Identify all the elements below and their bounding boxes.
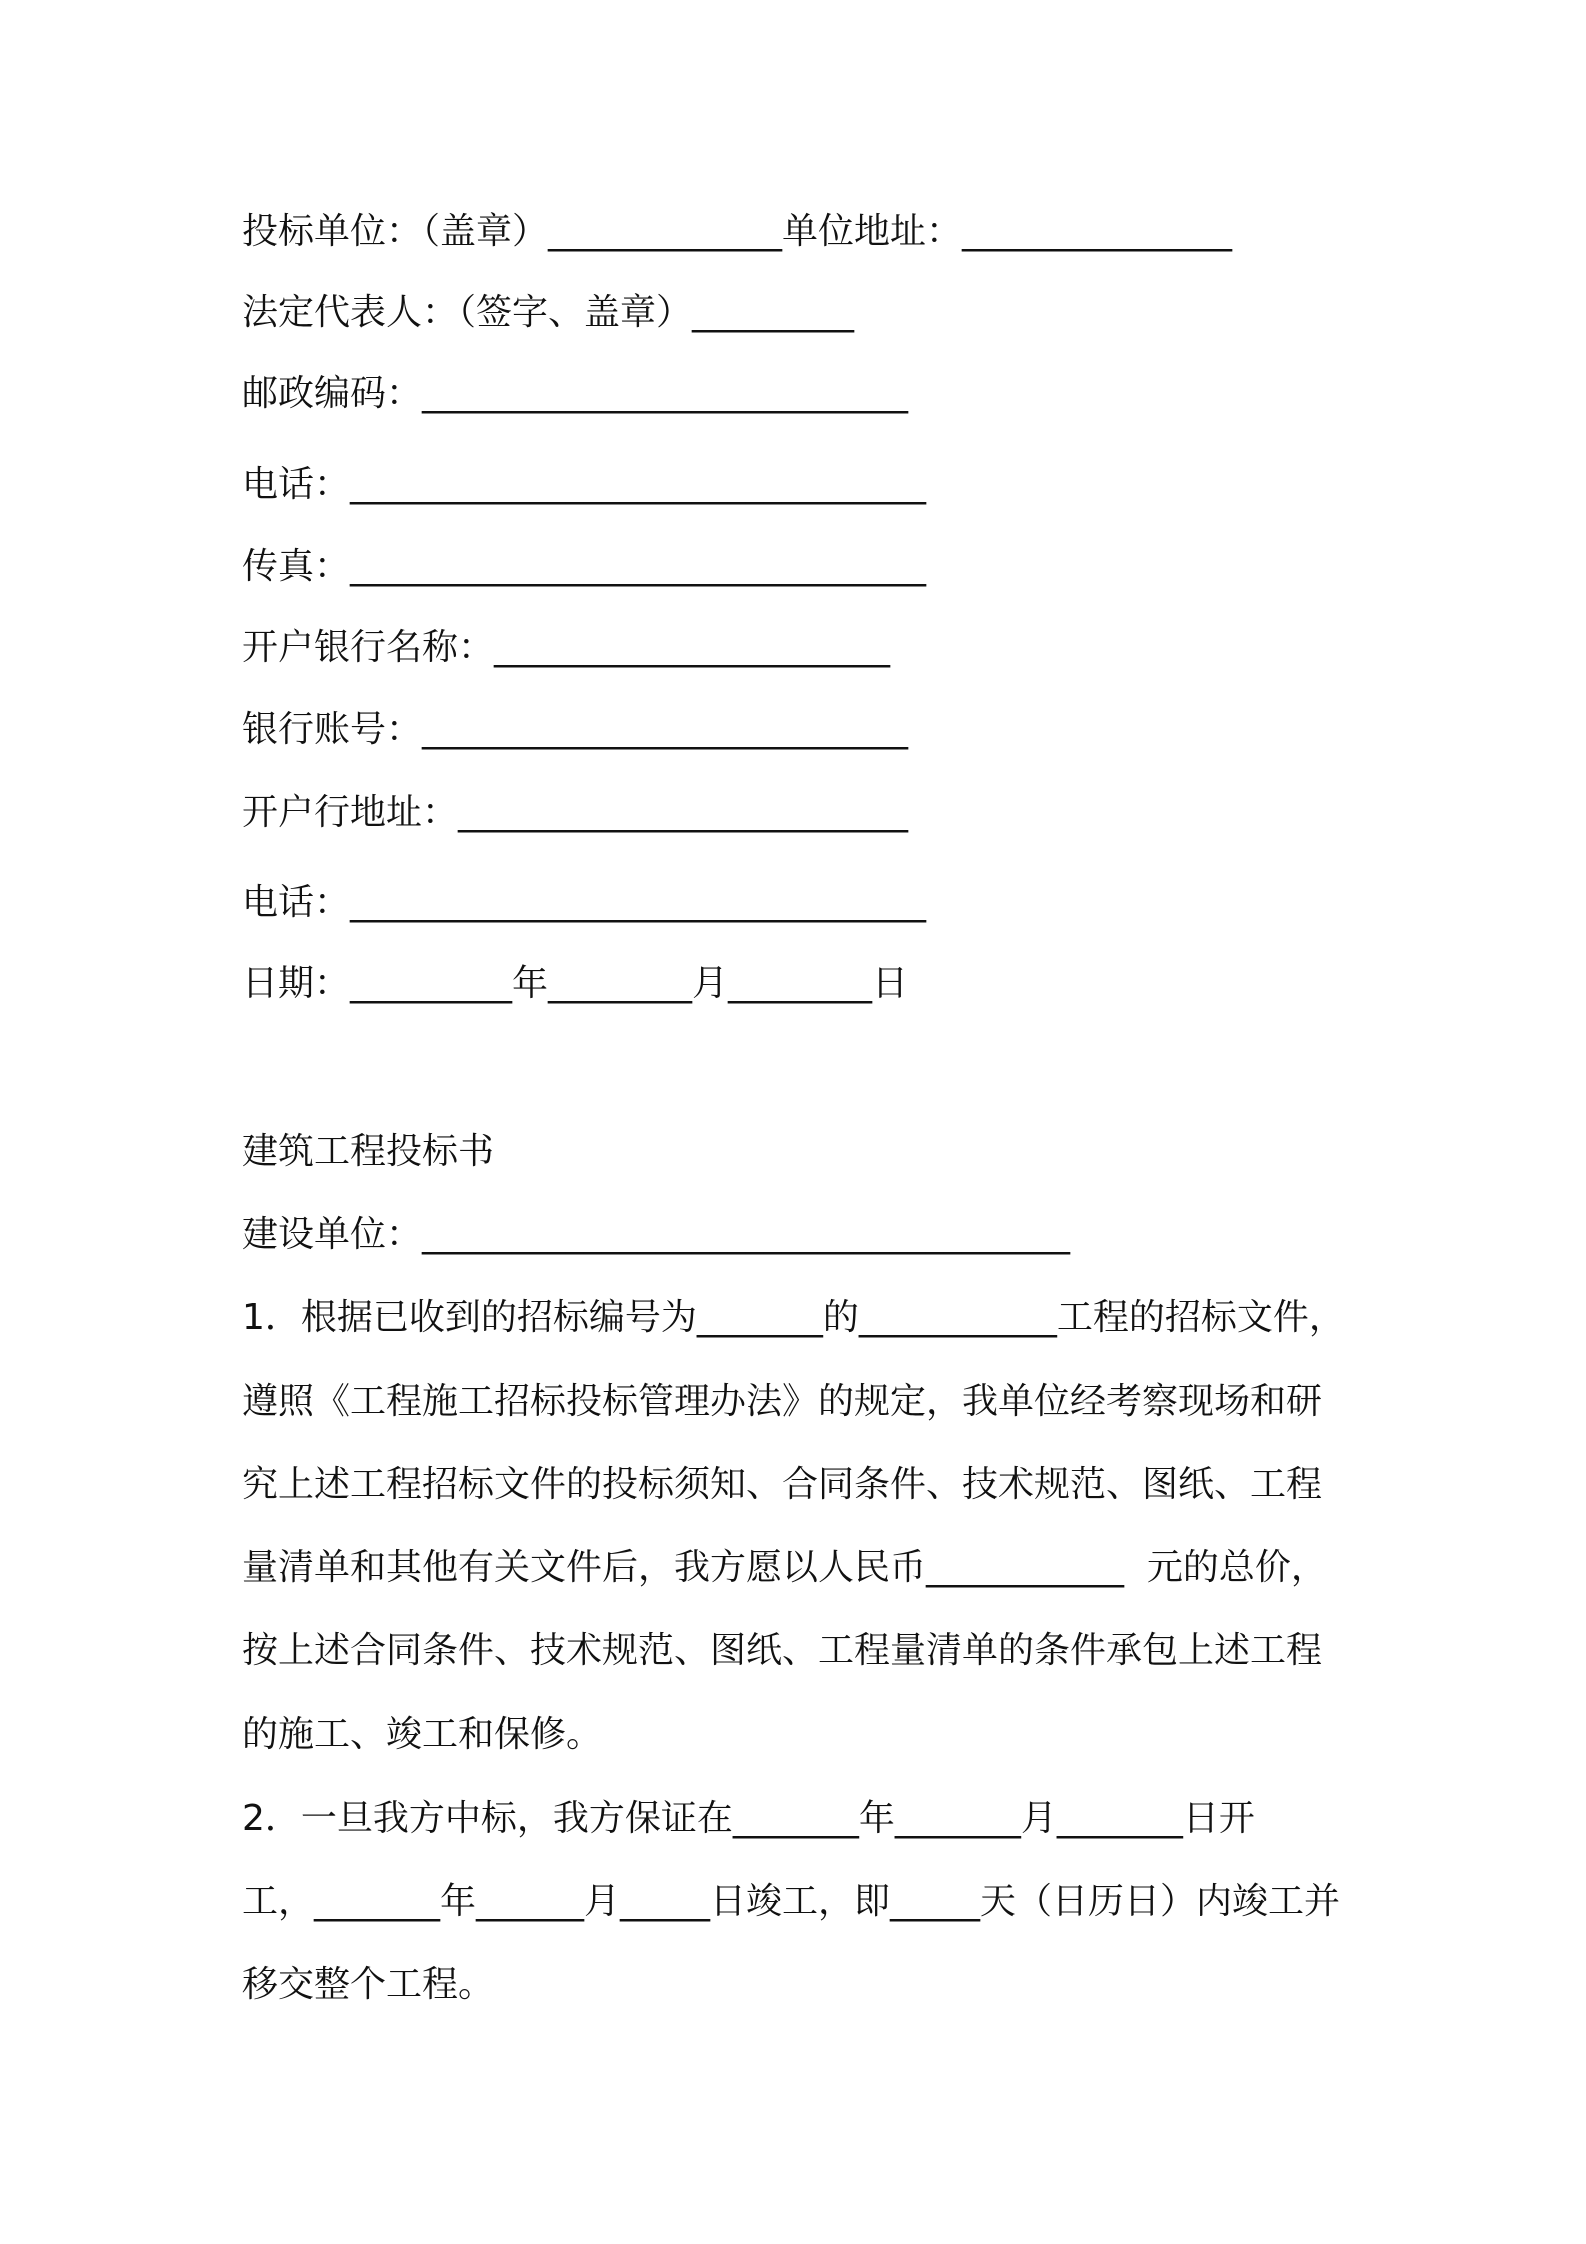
phone-line: 电话：________________________________: [242, 464, 927, 505]
item1-line: 的施工、竣工和保修。: [242, 1714, 603, 1755]
item1-line: 按上述合同条件、技术规范、图纸、工程量清单的条件承包上述工程: [242, 1630, 1323, 1671]
bank-name-line: 开户银行名称：______________________: [242, 627, 891, 668]
tender-title: 建筑工程投标书: [242, 1131, 495, 1172]
date-line: 日期：_________年________月________日: [242, 963, 909, 1004]
item2-line: 移交整个工程。: [242, 1964, 495, 2005]
bank-account-line: 银行账号：___________________________: [242, 709, 909, 750]
postal-code-line: 邮政编码：___________________________: [242, 373, 909, 414]
bidder-unit-line: 投标单位：（盖章）_____________单位地址：_______________: [242, 211, 1233, 252]
phone-line-2: 电话：________________________________: [242, 882, 927, 923]
item1-line: 量清单和其他有关文件后，我方愿以人民币___________ 元的总价，: [242, 1547, 1327, 1588]
item1-line: 遵照《工程施工招标投标管理办法》的规定，我单位经考察现场和研: [242, 1381, 1323, 1422]
construction-unit-line: 建设单位：____________________________________: [242, 1214, 1071, 1255]
item1-line: 究上述工程招标文件的投标须知、合同条件、技术规范、图纸、工程: [242, 1464, 1323, 1505]
item2-line: 2．一旦我方中标，我方保证在_______年_______月_______日开: [242, 1798, 1255, 1839]
legal-representative-line: 法定代表人：（签字、盖章）_________: [242, 292, 855, 333]
item1-line: 1．根据已收到的招标编号为_______的___________工程的招标文件，: [242, 1297, 1345, 1338]
item2-line: 工，_______年______月_____日竣工，即_____天（日历日）内竣工并: [242, 1881, 1341, 1922]
fax-line: 传真：________________________________: [242, 546, 927, 587]
bank-address-line: 开户行地址：_________________________: [242, 792, 909, 833]
